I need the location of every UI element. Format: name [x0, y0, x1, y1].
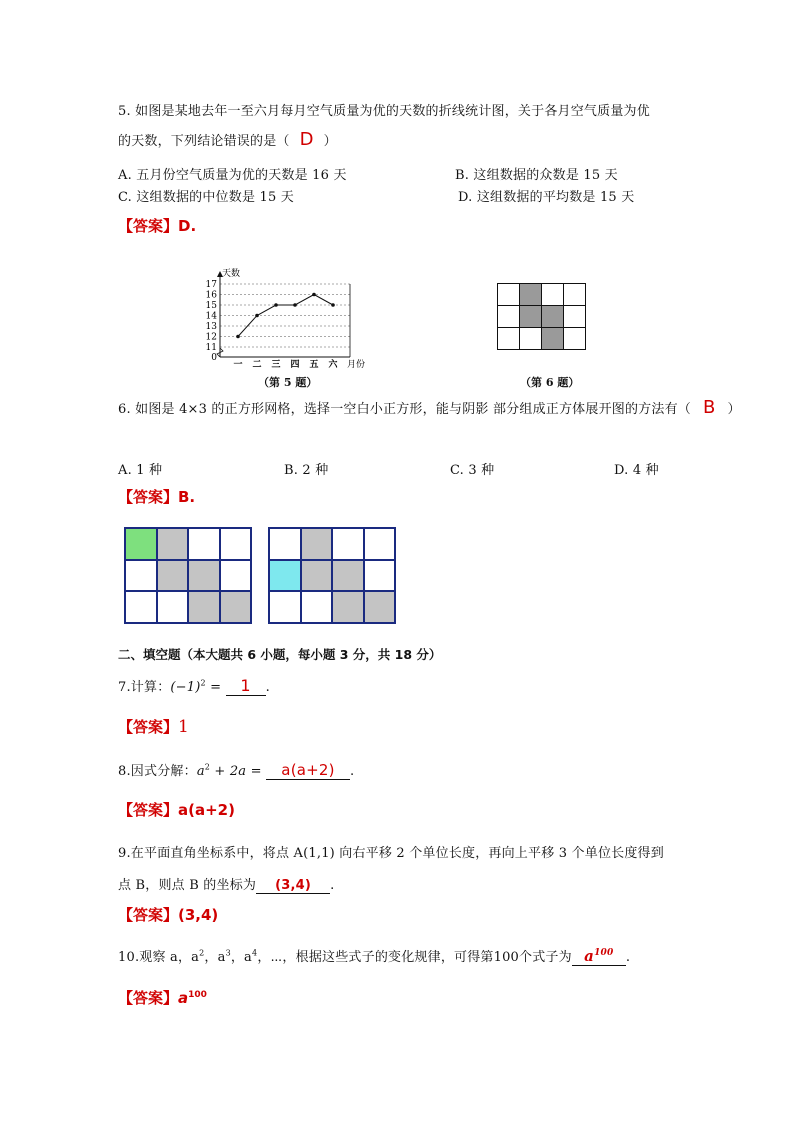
q7-expression: (−1)	[170, 680, 201, 695]
blank-square	[498, 284, 520, 306]
q8-end: .	[350, 764, 355, 779]
q9-line2	[118, 874, 334, 894]
blank-square	[220, 560, 252, 592]
q5-option-b: B. 这组数据的众数是 15 天	[455, 168, 618, 183]
shaded-square	[301, 528, 333, 560]
q6-text: 6. 如图是 4×3 的正方形网格，选择一空白小正方形，能与阴影 部分组成正方体展开图的方法有（	[118, 402, 691, 417]
blank-square	[269, 528, 301, 560]
q7-line	[118, 676, 270, 696]
q7-blank-value: 1	[240, 676, 251, 695]
x-tick-label: 六	[328, 360, 338, 370]
blank-square	[498, 306, 520, 328]
highlighted-square	[125, 528, 157, 560]
figure6-caption: （第 6 题）	[520, 376, 580, 389]
shaded-square	[364, 591, 396, 623]
blank-square	[364, 528, 396, 560]
figure6-grid	[497, 283, 586, 350]
q7-exponent: 2	[200, 678, 206, 688]
q6-line	[118, 397, 741, 418]
q8-answer: 【答案】a(a+2)	[118, 801, 235, 819]
shaded-square	[301, 560, 333, 592]
shaded-square	[542, 328, 564, 350]
y-axis-label: 天数	[222, 269, 241, 279]
q10-exp2: 2	[199, 948, 205, 958]
q5-line2	[118, 129, 337, 150]
data-point	[236, 335, 240, 339]
q10-blank-exp: 100	[594, 948, 614, 958]
q5-option-d: D. 这组数据的平均数是 15 天	[458, 190, 635, 205]
shaded-square	[542, 306, 564, 328]
x-tick-label: 一	[233, 360, 243, 370]
blank-square	[157, 591, 189, 623]
q7-blank	[226, 676, 266, 696]
q7-answer-label: 【答案】	[118, 718, 179, 736]
q6-answer-letter: B	[702, 397, 716, 418]
q10-answer	[118, 987, 207, 1008]
q7-prefix: 7.计算：	[118, 680, 171, 695]
blank-square	[125, 591, 157, 623]
q10-blank-base: a	[584, 947, 595, 965]
q10-answer-exp: 100	[188, 990, 207, 1000]
shaded-square	[332, 591, 364, 623]
q9-blank-value: (3,4)	[275, 878, 312, 893]
q5-answer-letter: D	[299, 129, 314, 150]
figure5-caption: （第 5 题）	[258, 376, 318, 389]
y-tick-label: 14	[205, 311, 217, 322]
q8-rest: + 2a =	[210, 764, 266, 779]
q10-line	[118, 946, 630, 966]
q5-line1: 5. 如图是某地去年一至六月每月空气质量为优的天数的折线统计图，关于各月空气质量为优	[118, 104, 650, 119]
q10-blank	[572, 947, 626, 966]
y-tick-label: 17	[205, 280, 217, 290]
shaded-square	[157, 528, 189, 560]
q9-blank	[256, 878, 330, 894]
q8-line	[118, 760, 354, 780]
q10-prefix: 10.观察 a，a	[118, 950, 200, 965]
line-chart-figure5	[200, 262, 370, 392]
q8-blank	[266, 761, 350, 780]
q9-line1: 9.在平面直角坐标系中，将点 A(1,1) 向右平移 2 个单位长度，再向上平移 3 个单位长度得到	[118, 846, 664, 861]
q6-option-d: D. 4 种	[614, 463, 659, 478]
highlighted-square	[269, 560, 301, 592]
blank-square	[220, 528, 252, 560]
q10-mid2: ，a	[230, 950, 253, 965]
blank-square	[564, 306, 586, 328]
q5-line2-text: 的天数，下列结论错误的是（	[118, 134, 290, 149]
q7-equals: =	[205, 680, 226, 695]
q6-option-c: C. 3 种	[450, 463, 495, 478]
shaded-square	[332, 560, 364, 592]
q10-answer-base: a	[178, 989, 189, 1007]
shaded-square	[188, 591, 220, 623]
q9-line2-text: 点 B，则点 B 的坐标为	[118, 878, 257, 893]
q7-answer	[118, 716, 189, 737]
blank-square	[364, 560, 396, 592]
q9-end: .	[330, 878, 335, 893]
q8-exponent: 2	[204, 762, 211, 772]
y-tick-label: 11	[205, 343, 217, 353]
q5-option-a: A. 五月份空气质量为优的天数是 16 天	[118, 168, 347, 183]
q8-prefix: 8.因式分解：	[118, 764, 197, 779]
q6-end: ）	[727, 402, 741, 417]
blank-square	[498, 328, 520, 350]
y-tick-label: 16	[205, 290, 217, 301]
q7-answer-value: 1	[178, 717, 189, 737]
solution-grid-right	[268, 527, 396, 624]
solution-grid-left	[124, 527, 252, 624]
q6-option-a: A. 1 种	[118, 463, 163, 478]
data-point	[312, 293, 316, 297]
q10-mid1: ，a	[204, 950, 226, 965]
q6-answer: 【答案】B.	[118, 488, 196, 506]
blank-square	[125, 560, 157, 592]
q6-option-b: B. 2 种	[284, 463, 329, 478]
q10-answer-label: 【答案】	[118, 989, 179, 1007]
q8-blank-value: a(a+2)	[281, 761, 335, 779]
blank-square	[269, 591, 301, 623]
shaded-square	[157, 560, 189, 592]
q5-answer: 【答案】D.	[118, 217, 197, 235]
q5-line2-end: ）	[323, 134, 337, 149]
q5-option-c: C. 这组数据的中位数是 15 天	[118, 190, 294, 205]
x-tick-label: 四	[290, 360, 300, 370]
data-point	[331, 303, 335, 307]
x-axis-label: 月份	[347, 360, 366, 370]
q10-exp4: 4	[252, 948, 258, 958]
shaded-square	[220, 591, 252, 623]
y-tick-label: 15	[205, 301, 217, 311]
y-tick-label: 13	[205, 322, 217, 332]
shaded-square	[520, 306, 542, 328]
shaded-square	[520, 284, 542, 306]
x-tick-label: 三	[271, 360, 281, 370]
shaded-square	[188, 560, 220, 592]
blank-square	[188, 528, 220, 560]
blank-square	[332, 528, 364, 560]
q7-end: .	[265, 680, 270, 695]
blank-square	[542, 284, 564, 306]
q8-expression: a	[196, 764, 205, 779]
data-point	[274, 303, 278, 307]
blank-square	[520, 328, 542, 350]
q10-mid3: ，⋯，根据这些式子的变化规律，可得第100个式子为	[257, 950, 572, 965]
x-tick-label: 五	[309, 360, 319, 370]
blank-square	[564, 328, 586, 350]
data-point	[293, 303, 297, 307]
section-two-heading: 二、填空题（本大题共 6 小题，每小题 3 分，共 18 分）	[118, 647, 442, 662]
blank-square	[301, 591, 333, 623]
q10-end: .	[625, 950, 631, 965]
q9-answer: 【答案】(3,4)	[118, 906, 219, 924]
q10-exp3: 3	[225, 948, 231, 958]
x-tick-label: 二	[252, 360, 262, 370]
data-point	[255, 314, 259, 318]
blank-square	[564, 284, 586, 306]
y-tick-label: 0	[211, 353, 217, 363]
y-tick-label: 12	[205, 332, 217, 343]
